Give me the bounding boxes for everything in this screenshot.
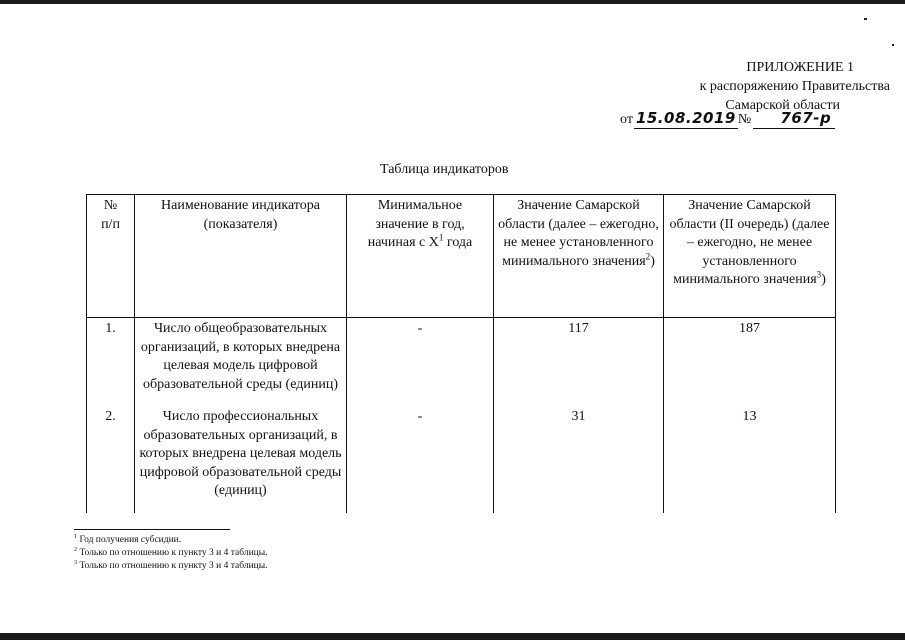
indicators-table (86, 194, 836, 513)
header-num-line: п/п (101, 216, 120, 232)
row-value-2: 13 (664, 406, 836, 513)
footnote (74, 560, 268, 573)
row-value-1: 31 (494, 406, 664, 513)
scan-bottom-edge (0, 633, 905, 640)
decree-date: 15.08.2019 (635, 109, 736, 127)
appendix-header (560, 58, 890, 115)
header-min-value (347, 195, 494, 318)
table-header-row (87, 195, 836, 318)
header-name-line: (показателя) (203, 216, 278, 232)
header-name (135, 195, 347, 318)
scan-speck (892, 44, 894, 46)
footnote-separator (74, 529, 230, 530)
row-min-value: - (347, 318, 494, 407)
header-name-line: Наименование индикатора (161, 198, 320, 213)
footnote-text: Только по отношению к пункту 3 и 4 таблицы. (77, 548, 268, 558)
scan-speck (864, 18, 867, 20)
from-prefix: от (620, 112, 633, 127)
header-value-1 (494, 195, 664, 318)
footnote (74, 534, 268, 547)
footnote-text: Только по отношению к пункту 3 и 4 таблицы. (77, 561, 268, 571)
footnote (74, 547, 268, 560)
scan-top-edge (0, 0, 905, 4)
header-min-text: Минимальное значение в год, начиная с X (367, 198, 465, 251)
row-num: 1. (87, 318, 135, 407)
footnotes (74, 534, 268, 573)
table-row (87, 318, 836, 407)
header-num-line: № (103, 198, 118, 213)
row-value-1: 117 (494, 318, 664, 407)
row-indicator-name: Число общеобразовательных организаций, в которых внедрена целевая модель цифровой образовательной среды (единиц) (135, 318, 347, 407)
footnote-ref: 3 (816, 269, 822, 280)
row-indicator-name: Число профессиональных образовательных организаций, в которых внедрена целевая модель цифровой образовательной среды (единиц) (135, 406, 347, 513)
header-num (87, 195, 135, 318)
footnote-text: Год получения субсидии. (77, 535, 182, 545)
header-value1-text: Значение Самарской области (далее – ежегодно, не менее установленного минимального значения (498, 198, 659, 269)
footnote-mark: 2 (74, 546, 78, 553)
row-min-value: - (347, 406, 494, 513)
region-name: Самарской области (725, 98, 840, 113)
table-row (87, 406, 836, 513)
footnote-ref: 1 (438, 232, 444, 243)
header-min-text-end: года (443, 235, 473, 251)
decree-date-line (620, 108, 835, 130)
decree-reference: к распоряжению Правительства (699, 79, 890, 94)
footnote-mark: 1 (74, 533, 78, 540)
decree-number: 767-р (753, 108, 835, 129)
header-value1-text-end: ) (650, 253, 655, 269)
row-value-2: 187 (664, 318, 836, 407)
number-sign: № (737, 112, 752, 127)
appendix-title: ПРИЛОЖЕНИЕ 1 (746, 60, 854, 75)
footnote-ref: 2 (645, 251, 651, 262)
header-value-2 (664, 195, 836, 318)
header-value2-text-end: ) (821, 272, 826, 288)
table-title: Таблица индикаторов (380, 162, 509, 177)
row-num: 2. (87, 406, 135, 513)
header-value2-text: Значение Самарской области (II очередь) (далее – ежегодно, не менее установленного минимального значения (669, 198, 830, 288)
footnote-mark: 3 (74, 559, 78, 566)
